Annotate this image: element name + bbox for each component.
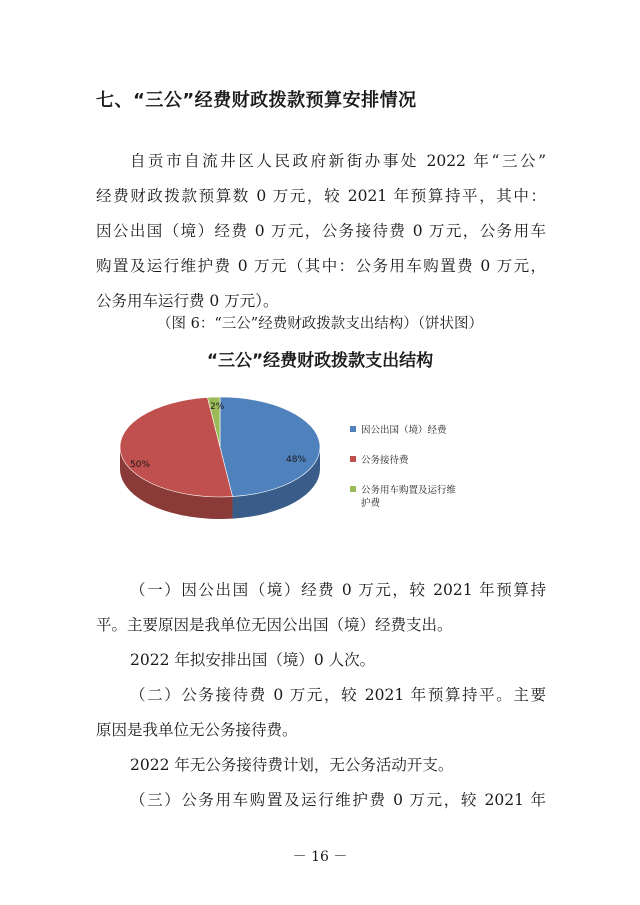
paragraph-line: （二）公务接待费 0 万元，较 2021 年预算持平。主要 — [130, 686, 546, 704]
legend-swatch — [350, 456, 356, 462]
legend-label: 公务用车购置及运行维 — [361, 485, 457, 496]
chart-title: “三公”经费财政拨款支出结构 — [206, 351, 434, 371]
legend-swatch — [350, 486, 356, 492]
paragraph-line: 平。主要原因是我单位无因公出国（境）经费支出。 — [96, 616, 453, 634]
paragraph-line: 2022 年拟安排出国（境）0 人次。 — [130, 651, 376, 669]
body-paragraph-1 — [96, 573, 546, 643]
paragraph-line: 2022 年无公务接待费计划，无公务活动开支。 — [130, 756, 454, 774]
legend-label: 公务接待费 — [361, 455, 409, 466]
paragraph-line: 原因是我单位无公务接待费。 — [96, 721, 298, 739]
pie-value-label: 48% — [286, 455, 307, 465]
legend-label: 因公出国（境）经费 — [361, 425, 447, 436]
body-paragraph-4 — [96, 748, 546, 783]
legend-swatch — [350, 426, 356, 432]
section-heading: 七、“三公”经费财政拨款预算安排情况 — [96, 90, 417, 111]
paragraph-line: 自贡市自流井区人民政府新街办事处 2022 年“三公” — [130, 152, 546, 170]
legend-label: 护费 — [361, 498, 381, 509]
paragraph-line: （三）公务用车购置及运行维护费 0 万元，较 2021 年 — [130, 791, 546, 809]
body-paragraph-5 — [96, 783, 546, 818]
paragraph-line: （一）因公出国（境）经费 0 万元，较 2021 年预算持 — [130, 581, 546, 599]
paragraph-line: 因公出国（境）经费 0 万元，公务接待费 0 万元，公务用车 — [96, 222, 546, 240]
body-paragraph-2 — [96, 643, 546, 678]
figure-caption: （图 6：“三公”经费财政拨款支出结构）（饼状图） — [157, 316, 483, 332]
page-number: － 16 － — [292, 849, 348, 865]
body-paragraph-3 — [96, 678, 546, 748]
pie-chart — [100, 385, 540, 545]
paragraph-line: 公务用车运行费 0 万元）。 — [96, 292, 279, 310]
paragraph-line: 购置及运行维护费 0 万元（其中：公务用车购置费 0 万元， — [96, 257, 546, 275]
pie-value-label: 50% — [130, 460, 151, 470]
pie-value-label: 2% — [210, 402, 225, 412]
intro-paragraph — [96, 144, 546, 319]
paragraph-line: 经费财政拨款预算数 0 万元，较 2021 年预算持平，其中： — [96, 187, 546, 205]
